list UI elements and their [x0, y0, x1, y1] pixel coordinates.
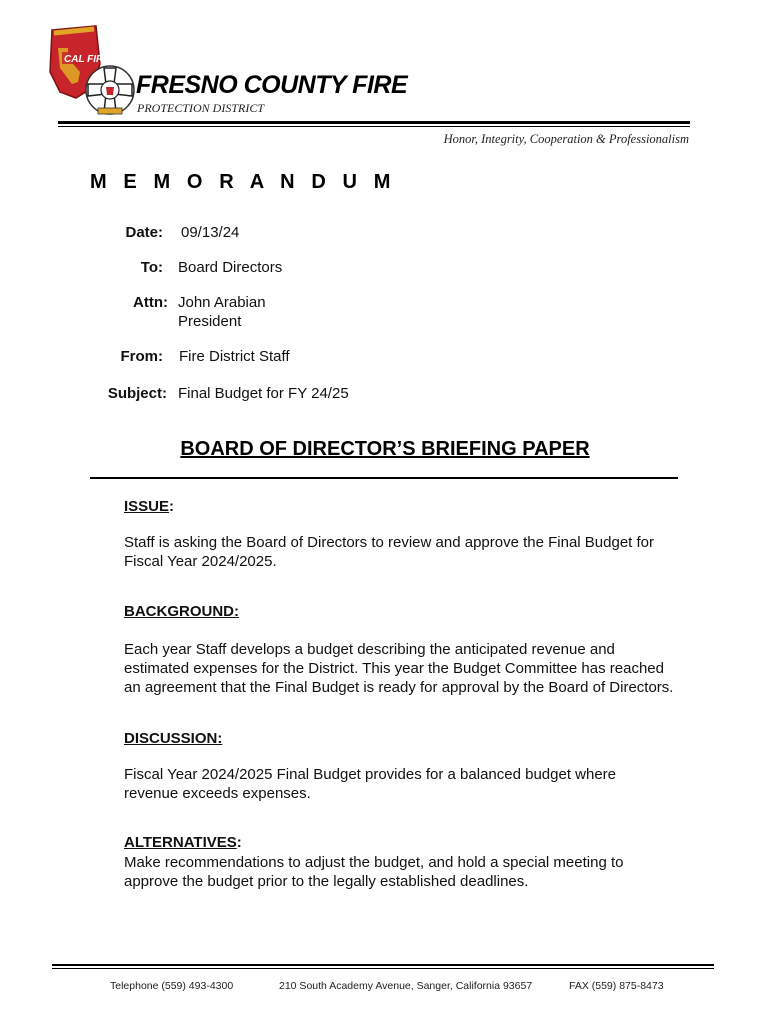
org-name: FRESNO COUNTY FIRE [136, 71, 408, 99]
background-line: an agreement that the Final Budget is ready for approval by the Board of Directors. [124, 679, 674, 696]
cal-fire-logo [46, 24, 142, 120]
subject-label: Subject: [107, 385, 167, 402]
background-heading: BACKGROUND: [124, 603, 239, 620]
alternatives-heading: ALTERNATIVES [124, 834, 237, 851]
to-value: Board Directors [178, 259, 283, 276]
footer-rule [52, 964, 714, 966]
footer-rule-thin [52, 968, 714, 969]
discussion-line: Fiscal Year 2024/2025 Final Budget provides for a balanced budget where [124, 766, 617, 783]
background-line: estimated expenses for the District. This year the Budget Committee has reached [124, 660, 664, 677]
subject-value: Final Budget for FY 24/25 [178, 385, 349, 402]
issue-heading-wrap [124, 498, 174, 515]
alternatives-text [124, 853, 704, 891]
issue-colon: : [169, 498, 175, 515]
discussion-text [124, 765, 704, 803]
discussion-heading: DISCUSSION: [124, 730, 223, 747]
header-rule [58, 121, 690, 124]
footer-phone: Telephone (559) 493-4300 [110, 980, 234, 992]
title-rule [90, 477, 678, 479]
memo-title: M E M O R A N D U M [90, 171, 397, 193]
alternatives-colon: : [236, 834, 242, 851]
alternatives-line: approve the budget prior to the legally established deadlines. [124, 873, 529, 890]
attn-title: President [178, 313, 242, 330]
from-value: Fire District Staff [179, 348, 290, 365]
org-subtitle: PROTECTION DISTRICT [137, 101, 265, 115]
logo-text: CAL FIRE [64, 54, 110, 65]
attn-name: John Arabian [178, 294, 266, 311]
to-label: To: [140, 259, 163, 276]
footer-fax: FAX (559) 875-8473 [569, 980, 664, 992]
from-label: From: [120, 348, 163, 365]
motto: Honor, Integrity, Cooperation & Professionalism [443, 132, 689, 146]
discussion-line: revenue exceeds expenses. [124, 785, 311, 802]
briefing-title: BOARD OF DIRECTOR’S BRIEFING PAPER [180, 438, 590, 460]
alternatives-heading-wrap [124, 834, 242, 851]
issue-line: Staff is asking the Board of Directors to review and approve the Final Budget for [124, 534, 655, 551]
attn-label: Attn: [133, 294, 168, 311]
date-value: 09/13/24 [181, 224, 240, 241]
issue-line: Fiscal Year 2024/2025. [124, 553, 277, 570]
issue-text [124, 533, 704, 571]
background-text [124, 640, 704, 697]
background-line: Each year Staff develops a budget describing the anticipated revenue and [124, 641, 615, 658]
alternatives-line: Make recommendations to adjust the budget, and hold a special meeting to [124, 854, 624, 871]
header-rule-thin [58, 126, 690, 127]
issue-heading: ISSUE [124, 498, 170, 515]
footer-address: 210 South Academy Avenue, Sanger, California 93657 [279, 980, 533, 992]
date-label: Date: [125, 224, 163, 241]
